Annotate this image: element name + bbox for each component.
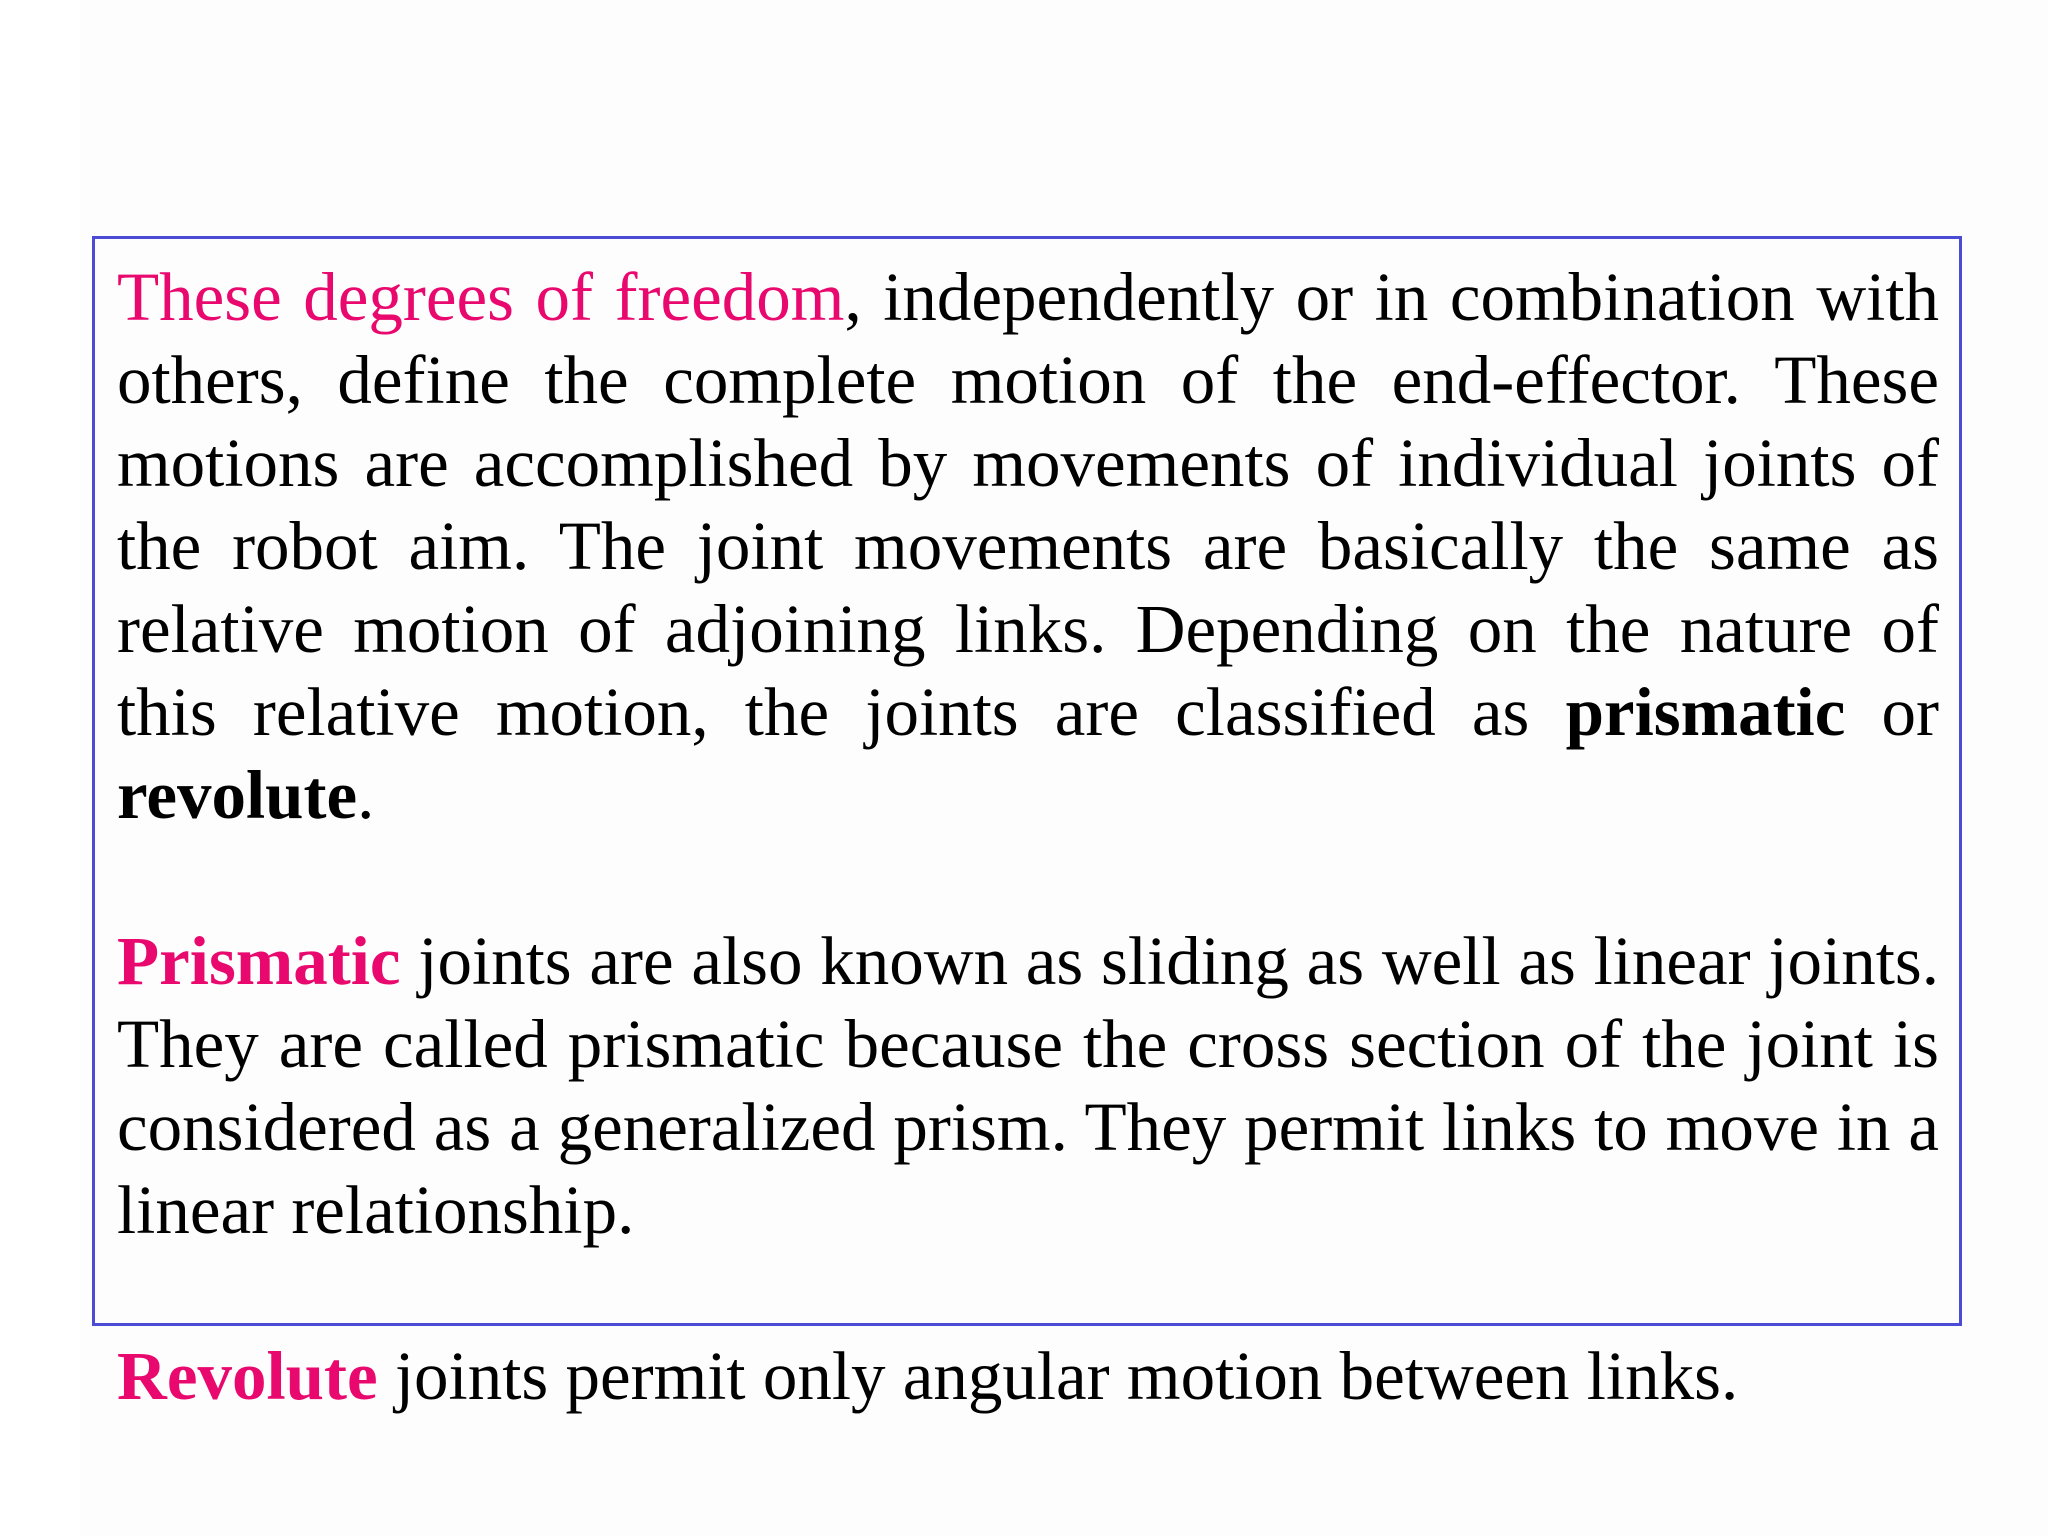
content-box	[92, 236, 1962, 1414]
paragraph-prismatic	[117, 920, 1939, 1252]
term-prismatic: prismatic	[1565, 674, 1846, 750]
paragraph2-body: joints are also known as sliding as well as linear joints. They are called prismatic because the cross section of the joint is considered as a generalized prism. They permit links to move in a linear relationship.	[117, 923, 1939, 1248]
paragraph1-connector: or	[1845, 674, 1939, 750]
paragraph-spacer	[117, 1252, 1939, 1335]
prismatic-lead: Prismatic	[117, 923, 401, 999]
paragraph-degrees-of-freedom	[117, 256, 1939, 837]
paragraph-spacer	[117, 837, 1939, 920]
paragraph1-end: .	[357, 757, 375, 833]
paragraph3-body: joints permit only angular motion between links.	[377, 1338, 1739, 1414]
revolute-lead: Revolute	[117, 1338, 378, 1414]
paragraph1-body: , independently or in combination with others, define the complete motion of the end-effector. These motions are accomplished by movements of individual joints of the robot aim. The joint movements are basically the same as relative motion of adjoining links. Depending on the nature of this relative motion, the joints are classified as	[117, 259, 1940, 750]
paragraph-revolute	[117, 1335, 1939, 1418]
term-revolute: revolute	[117, 757, 358, 833]
degrees-of-freedom-lead: These degrees of freedom	[117, 259, 845, 335]
